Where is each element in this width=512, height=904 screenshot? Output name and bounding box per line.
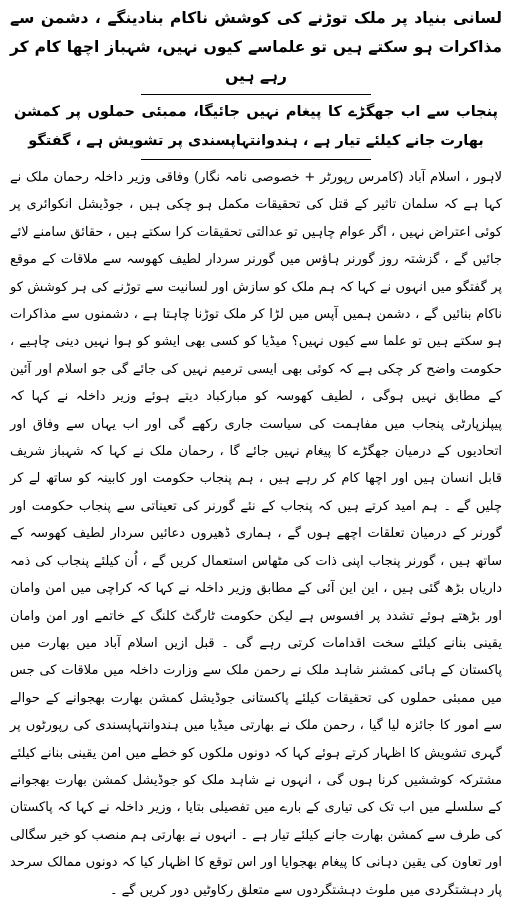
divider-bottom: [141, 159, 371, 160]
article-body: لاہور ، اسلام آباد (کامرس رپورٹر + خصوصی نامہ نگار) وفاقی وزیر داخلہ رحمان ملک نے کہا ہے کہ سلمان تاثیر کے قتل کی تحقیقات مکمل ہو چکی ہیں ، جوڈیشل انکوائری پر کوئی اعتراض نہیں ، اگر عوام چاہیں تو عدالتی تحقیقات کرا سکتے ہیں ، حقائق سامنے لائے جائیں گے ، گزشتہ روز گورنر ہاؤس میں گورنر سردار لطیف کھوسہ سے ملاقات کے موقع پر گفتگو میں انہوں نے کہا کہ ہم ملک کو سازش اور لسانیت سے توڑنے کی ہر کوشش کو ناکام بنائیں گے ، دشمن ہمیں آپس میں لڑا کر ملک توڑنا چاہتا ہے ، دشمنوں سے مذاکرات ہو سکتے ہیں تو علما سے کیوں نہیں؟ میڈیا کو کسی بھی ایشو کو ہوا نہیں دینی چاہیے ، حکومت واضح کر چکی ہے کہ کوئی بھی ایسی ترمیم نہیں کی جائے گی جو اسلام اور آئین کے مطابق نہیں ہوگی ، لطیف کھوسہ کو مبارکباد دیتے ہوئے وزیر داخلہ نے کہا کہ پیپلزپارٹی پنجاب میں مفاہمت کی سیاست جاری رکھے گی اور اب یہاں سے وفاق اور اتحادیوں کے درمیان جھگڑے کا پیغام نہیں جائے گا ، رحمان ملک نے کہا کہ شہباز شریف قابل انسان ہیں اور اچھا کام کر رہے ہیں ، ہم پنجاب حکومت اور کابینہ کو ساتھ لے کر چلیں گے ۔ ہم امید کرتے ہیں کہ پنجاب کے نئے گورنر کی تعیناتی سے پنجاب حکومت اور گورنر کے درمیان تعلقات اچھے ہوں گے ، ہماری ڈھیروں دعائیں سردار لطیف کھوسہ کے ساتھ ہیں ، گورنر پنجاب اپنی ذات کی مٹھاس استعمال کریں گے ، اُن کیلئے پنجاب کی ذمہ داریاں بڑھ گئی ہیں ، این این آئی کے مطابق وزیر داخلہ نے کہا کہ کراچی میں امن وامان اور بڑھتے ہوئے تشدد پر افسوس ہے لیکن حکومت ٹارگٹ کلنگ کے خاتمے اور امن وامان یقینی بنانے کیلئے سخت اقدامات کرتی رہے گی ۔ قبل ازیں اسلام آباد میں بھارت میں پاکستان کے ہائی کمشنر شاہد ملک نے رحمن ملک سے وزارت داخلہ میں ملاقات کی جس میں ممبئی حملوں کی تحقیقات کیلئے پاکستانی جوڈیشل کمشن بھارت بھجوانے کے حوالے سے امور کا جائزہ لیا گیا ، رحمن ملک نے بھارتی میڈیا میں ہندوانتہاپسندی کی رپورٹوں پر گہری تشویش کا اظہار کرتے ہوئے کہا کہ دونوں ملکوں کو خطے میں امن یقینی بنانے کیلئے مشترکہ کوششیں کرنا ہوں گی ، انہوں نے شاہد ملک کو جوڈیشل کمشن بھارت بھجوانے کے سلسلے میں اب تک کی تیاری کے بارے میں تفصیلی بتایا ، وزیر داخلہ نے کہا کہ پاکستان کی طرف سے کمشن بھارت جانے کیلئے تیار ہے ۔ انہوں نے بھارتی ہم منصب کو خیر سگالی اور تعاون کی یقین دہانی کا پیغام بھجوایا اور اس توقع کا اظہار کیا کہ دونوں ممالک سرحد پار دہشتگردی میں ملوث دہشتگردوں سے متعلق رکاوٹیں دور کریں گے ۔: [10, 170, 502, 898]
divider-top: [141, 94, 371, 95]
headline: لسانی بنیاد پر ملک توڑنے کی کوشش ناکام بنادینگے ، دشمن سے مذاکرات ہو سکتے ہیں تو علماسے کیوں نہیں، شہباز اچھا کام کر رہے ہیں: [10, 9, 502, 85]
subheadline: پنجاب سے اب جھگڑے کا پیغام نہیں جائیگا، ممبئی حملوں پر کمشن بھارت جانے کیلئے تیار ہے ، ہندوانتہاپسندی پر تشویش ہے ، گفتگو: [14, 104, 498, 149]
